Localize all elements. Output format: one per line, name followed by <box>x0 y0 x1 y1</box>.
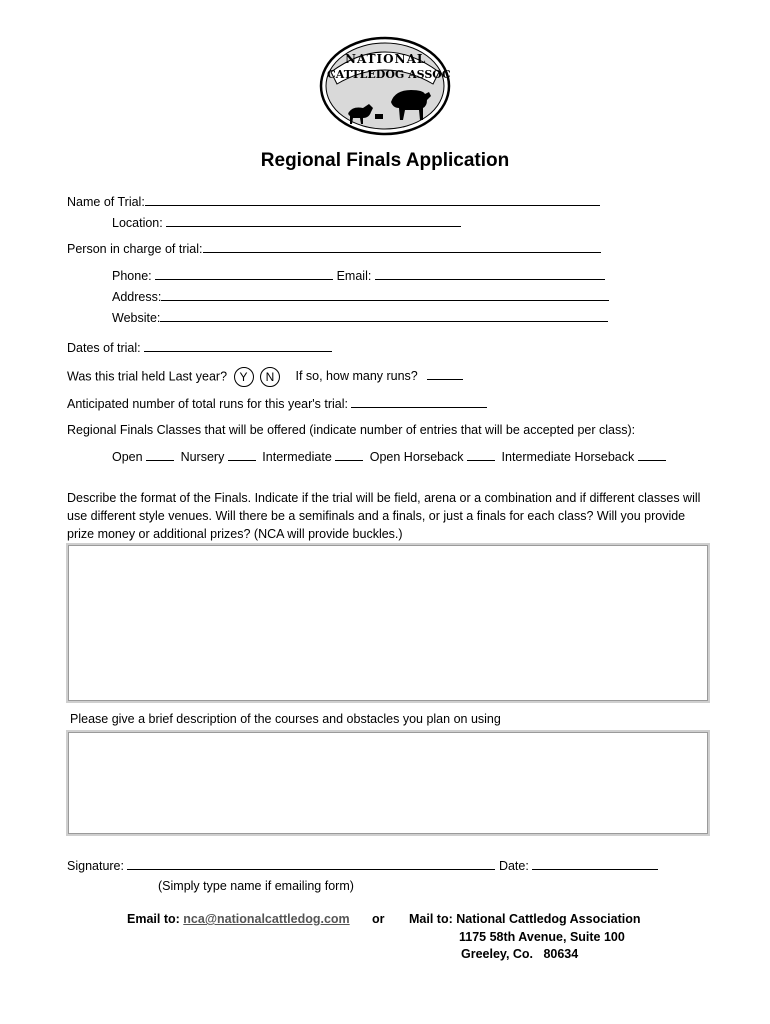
classes-row <box>112 449 666 464</box>
name-of-trial-field[interactable] <box>145 194 600 206</box>
class-open-horseback-field[interactable] <box>467 449 495 461</box>
email-label: Email: <box>336 269 372 283</box>
class-intermediate-field[interactable] <box>335 449 363 461</box>
name-of-trial-row <box>67 194 600 209</box>
yes-option[interactable]: Y <box>234 367 254 387</box>
last-year-label: Was this trial held Last year? <box>67 369 228 384</box>
location-label: Location: <box>112 216 163 230</box>
email-to-row <box>127 912 350 926</box>
address-field[interactable] <box>161 289 609 301</box>
person-row <box>67 241 601 256</box>
anticipated-label: Anticipated number of total runs for this year's trial: <box>67 397 348 411</box>
how-many-runs-field[interactable] <box>427 368 463 380</box>
address-row <box>112 289 609 304</box>
nca-logo <box>319 36 451 136</box>
website-label: Website: <box>112 311 161 325</box>
email-field[interactable] <box>375 268 605 280</box>
no-option[interactable]: N <box>260 367 280 387</box>
signature-label: Signature: <box>67 859 124 873</box>
courses-textarea[interactable] <box>66 730 710 836</box>
website-field[interactable] <box>160 310 608 322</box>
class-nursery-label: Nursery <box>180 450 225 464</box>
dates-row <box>67 340 332 355</box>
dates-field[interactable] <box>144 340 332 352</box>
format-prompt: Describe the format of the Finals. Indicate if the trial will be field, arena or a combination and if different classes will use different style venues. Will there be a semifinals and a finals, or just a finals for each class? Will you provide prize money or additional prizes? (NCA will provide buckles.) <box>67 491 701 541</box>
class-intermediate-horseback-label: Intermediate Horseback <box>501 450 635 464</box>
signature-field[interactable] <box>127 858 495 870</box>
class-open-field[interactable] <box>146 449 174 461</box>
courses-prompt: Please give a brief description of the courses and obstacles you plan on using <box>70 712 501 726</box>
class-open-label: Open <box>112 450 143 464</box>
phone-field[interactable] <box>155 268 333 280</box>
how-many-runs-label: If so, how many runs? <box>295 369 418 384</box>
location-field[interactable] <box>166 215 461 227</box>
class-intermediate-label: Intermediate <box>262 450 332 464</box>
anticipated-field[interactable] <box>351 396 487 408</box>
address-label: Address: <box>112 290 162 304</box>
person-field[interactable] <box>203 241 601 253</box>
date-label: Date: <box>498 859 529 873</box>
phone-label: Phone: <box>112 269 152 283</box>
or-text: or <box>372 912 385 926</box>
last-year-row <box>67 367 463 387</box>
location-row <box>112 215 461 230</box>
person-label: Person in charge of trial: <box>67 242 203 256</box>
class-intermediate-horseback-field[interactable] <box>638 449 666 461</box>
class-nursery-field[interactable] <box>228 449 256 461</box>
mail-to-label: Mail to: National Cattledog Association <box>409 912 641 926</box>
page-title: Regional Finals Application <box>260 150 510 171</box>
classes-intro: Regional Finals Classes that will be offered (indicate number of entries that will be accepted per class): <box>67 423 636 437</box>
email-link[interactable]: nca@nationalcattledog.com <box>183 912 350 926</box>
mail-address-line2: Greeley, Co. 80634 <box>461 947 579 961</box>
date-field[interactable] <box>532 858 658 870</box>
dates-label: Dates of trial: <box>67 341 141 355</box>
format-textarea[interactable] <box>66 543 710 703</box>
phone-email-row <box>112 268 605 283</box>
signature-note: (Simply type name if emailing form) <box>158 879 354 893</box>
anticipated-row <box>67 396 487 411</box>
email-to-label: Email to: <box>127 912 180 926</box>
name-of-trial-label: Name of Trial: <box>67 195 145 209</box>
class-open-horseback-label: Open Horseback <box>369 450 464 464</box>
mail-address-line1: 1175 58th Avenue, Suite 100 <box>459 930 625 944</box>
logo-line2: CATTLEDOG ASSOC <box>327 68 451 81</box>
logo-line1: NATIONAL <box>345 52 427 66</box>
signature-row <box>67 858 658 873</box>
logo-emblem-icon <box>319 36 451 136</box>
website-row <box>112 310 608 325</box>
